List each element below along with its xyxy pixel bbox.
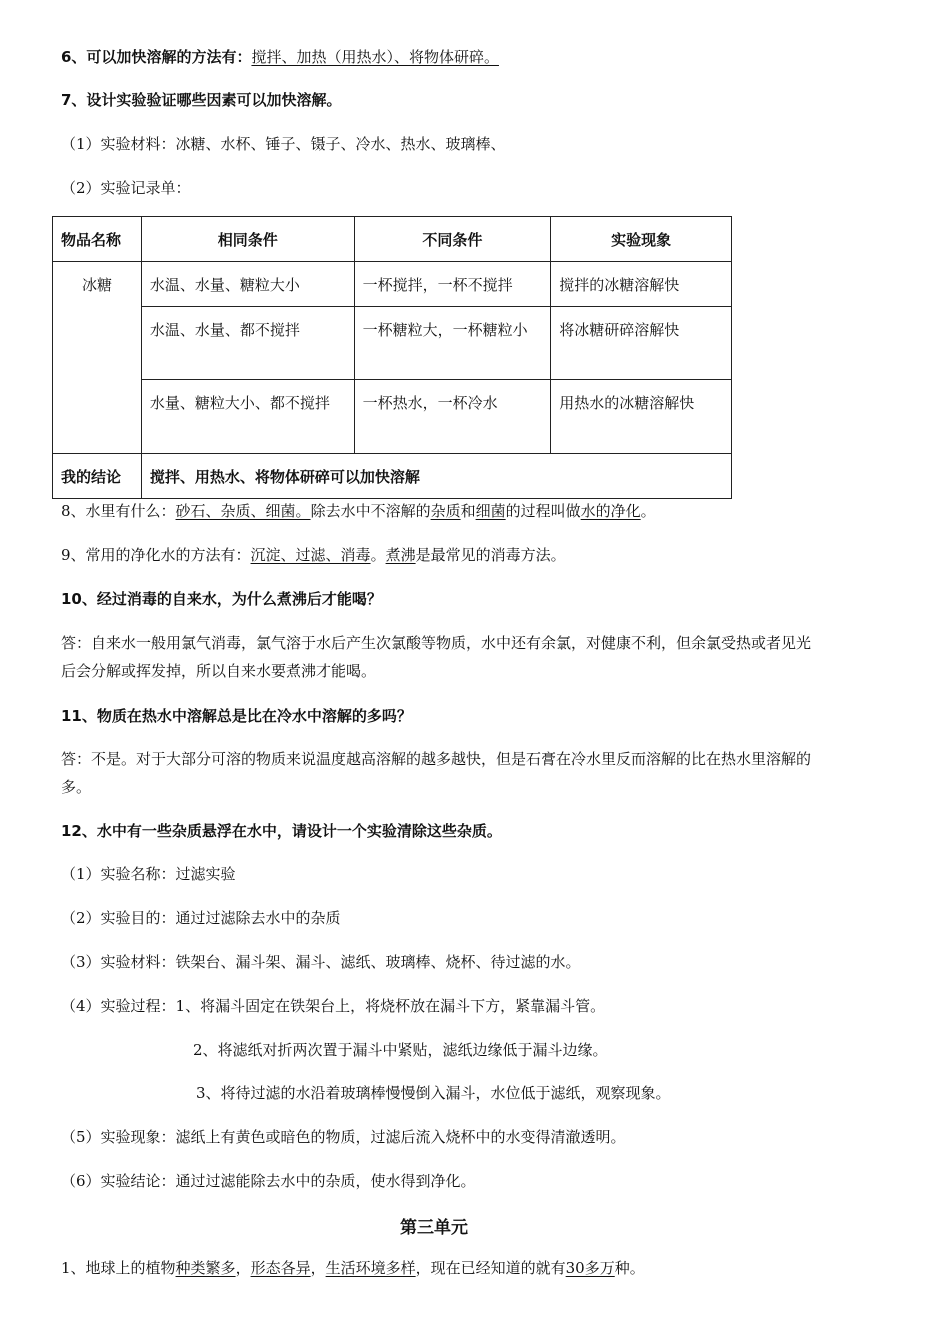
item-cell: 冰糖	[53, 262, 142, 454]
unit3-q1-text: ，	[235, 1259, 251, 1277]
q7-record-label: （2）实验记录单：	[61, 179, 191, 197]
q8-text: 。	[640, 502, 656, 520]
unit3-q1-text: ，现在已经知道的就有	[415, 1259, 566, 1277]
q11-title: 11、物质在热水中溶解总是比在冷水中溶解的多吗？	[61, 707, 412, 725]
table-row	[53, 307, 732, 380]
q7-title: 7、设计实验验证哪些因素可以加快溶解。	[61, 91, 342, 109]
q12-process-2: 2、将滤纸对折两次置于漏斗中紧贴，滤纸边缘低于漏斗边缘。	[193, 1041, 608, 1059]
q8-text: 和	[460, 502, 476, 520]
unit3-q1-line	[61, 1257, 645, 1279]
q8-term-bacteria: 细菌	[475, 502, 506, 520]
unit3-q1-text: ，	[310, 1259, 326, 1277]
unit3-q1-answer: 生活环境多样	[325, 1259, 416, 1277]
same-cell: 水量、糖粒大小、都不搅拌	[141, 380, 354, 454]
q9-answer: 沉淀、过滤、消毒	[250, 546, 371, 564]
q8-prefix: 8、水里有什么：	[61, 502, 176, 520]
unit3-q1-answer: 30多万	[565, 1259, 615, 1277]
q12-process-1: （4）实验过程：1、将漏斗固定在铁架台上，将烧杯放在漏斗下方，紧靠漏斗管。	[61, 997, 606, 1015]
result-cell: 搅拌的冰糖溶解快	[551, 262, 732, 307]
q9-text: 。	[370, 546, 386, 564]
q6-line	[61, 46, 499, 68]
unit-heading: 第三单元	[400, 1218, 468, 1238]
header-phenomenon: 实验现象	[551, 217, 732, 262]
q8-text: 的过程叫做	[505, 502, 581, 520]
header-same-condition: 相同条件	[141, 217, 354, 262]
q6-prefix: 6、可以加快溶解的方法有：	[61, 48, 252, 66]
q8-text: 除去水中不溶解的	[310, 502, 431, 520]
result-cell: 将冰糖研碎溶解快	[551, 307, 732, 380]
diff-cell: 一杯热水，一杯冷水	[354, 380, 551, 454]
q8-line	[61, 500, 656, 522]
header-item-name: 物品名称	[53, 217, 142, 262]
q8-term-purification: 水的净化	[580, 502, 641, 520]
conclusion-label: 我的结论	[53, 454, 142, 499]
q6-answer: 搅拌、加热（用热水）、将物体研碎。	[251, 48, 499, 66]
same-cell: 水温、水量、都不搅拌	[141, 307, 354, 380]
q12-materials: （3）实验材料：铁架台、漏斗架、漏斗、滤纸、玻璃棒、烧杯、待过滤的水。	[61, 953, 581, 971]
q7-materials: （1）实验材料：冰糖、水杯、锤子、镊子、冷水、热水、玻璃棒、	[61, 135, 506, 153]
unit3-q1-text: 种。	[614, 1259, 645, 1277]
experiment-record-table	[52, 216, 732, 499]
q8-term-impurity: 杂质	[430, 502, 461, 520]
q10-answer: 答：自来水一般用氯气消毒，氯气溶于水后产生次氯酸等物质，水中还有余氯，对健康不利，但余氯受热或者见光后会分解或挥发掉，所以自来水要煮沸才能喝。	[61, 634, 812, 680]
q11-answer: 答：不是。对于大部分可溶的物质来说温度越高溶解的越多越快，但是石膏在冷水里反而溶解的比在热水里溶解的多。	[61, 750, 812, 796]
unit3-q1-prefix: 1、地球上的植物	[61, 1259, 176, 1277]
q9-prefix: 9、常用的净化水的方法有：	[61, 546, 251, 564]
conclusion-text: 搅拌、用热水、将物体研碎可以加快溶解	[141, 454, 731, 499]
same-cell: 水温、水量、糖粒大小	[141, 262, 354, 307]
q12-conclusion: （6）实验结论：通过过滤能除去水中的杂质，使水得到净化。	[61, 1172, 476, 1190]
diff-cell: 一杯搅拌，一杯不搅拌	[354, 262, 551, 307]
q9-line	[61, 544, 566, 566]
q9-term: 煮沸	[385, 546, 416, 564]
q12-purpose: （2）实验目的：通过过滤除去水中的杂质	[61, 909, 341, 927]
q9-text: 是最常见的消毒方法。	[415, 546, 566, 564]
q12-phenomenon: （5）实验现象：滤纸上有黄色或暗色的物质，过滤后流入烧杯中的水变得清澈透明。	[61, 1128, 626, 1146]
q8-answer: 砂石、杂质、细菌。	[175, 502, 311, 520]
q12-name: （1）实验名称：过滤实验	[61, 865, 236, 883]
unit3-q1-answer: 种类繁多	[175, 1259, 236, 1277]
q12-title: 12、水中有一些杂质悬浮在水中，请设计一个实验清除这些杂质。	[61, 822, 502, 840]
q12-process-3: 3、将待过滤的水沿着玻璃棒慢慢倒入漏斗，水位低于滤纸，观察现象。	[196, 1084, 671, 1102]
table-row	[53, 380, 732, 454]
table-row	[53, 262, 732, 307]
q10-title: 10、经过消毒的自来水，为什么煮沸后才能喝？	[61, 590, 382, 608]
unit3-q1-answer: 形态各异	[250, 1259, 311, 1277]
header-diff-condition: 不同条件	[354, 217, 551, 262]
diff-cell: 一杯糖粒大，一杯糖粒小	[354, 307, 551, 380]
result-cell: 用热水的冰糖溶解快	[551, 380, 732, 454]
conclusion-row	[53, 454, 732, 499]
table-header-row	[53, 217, 732, 262]
